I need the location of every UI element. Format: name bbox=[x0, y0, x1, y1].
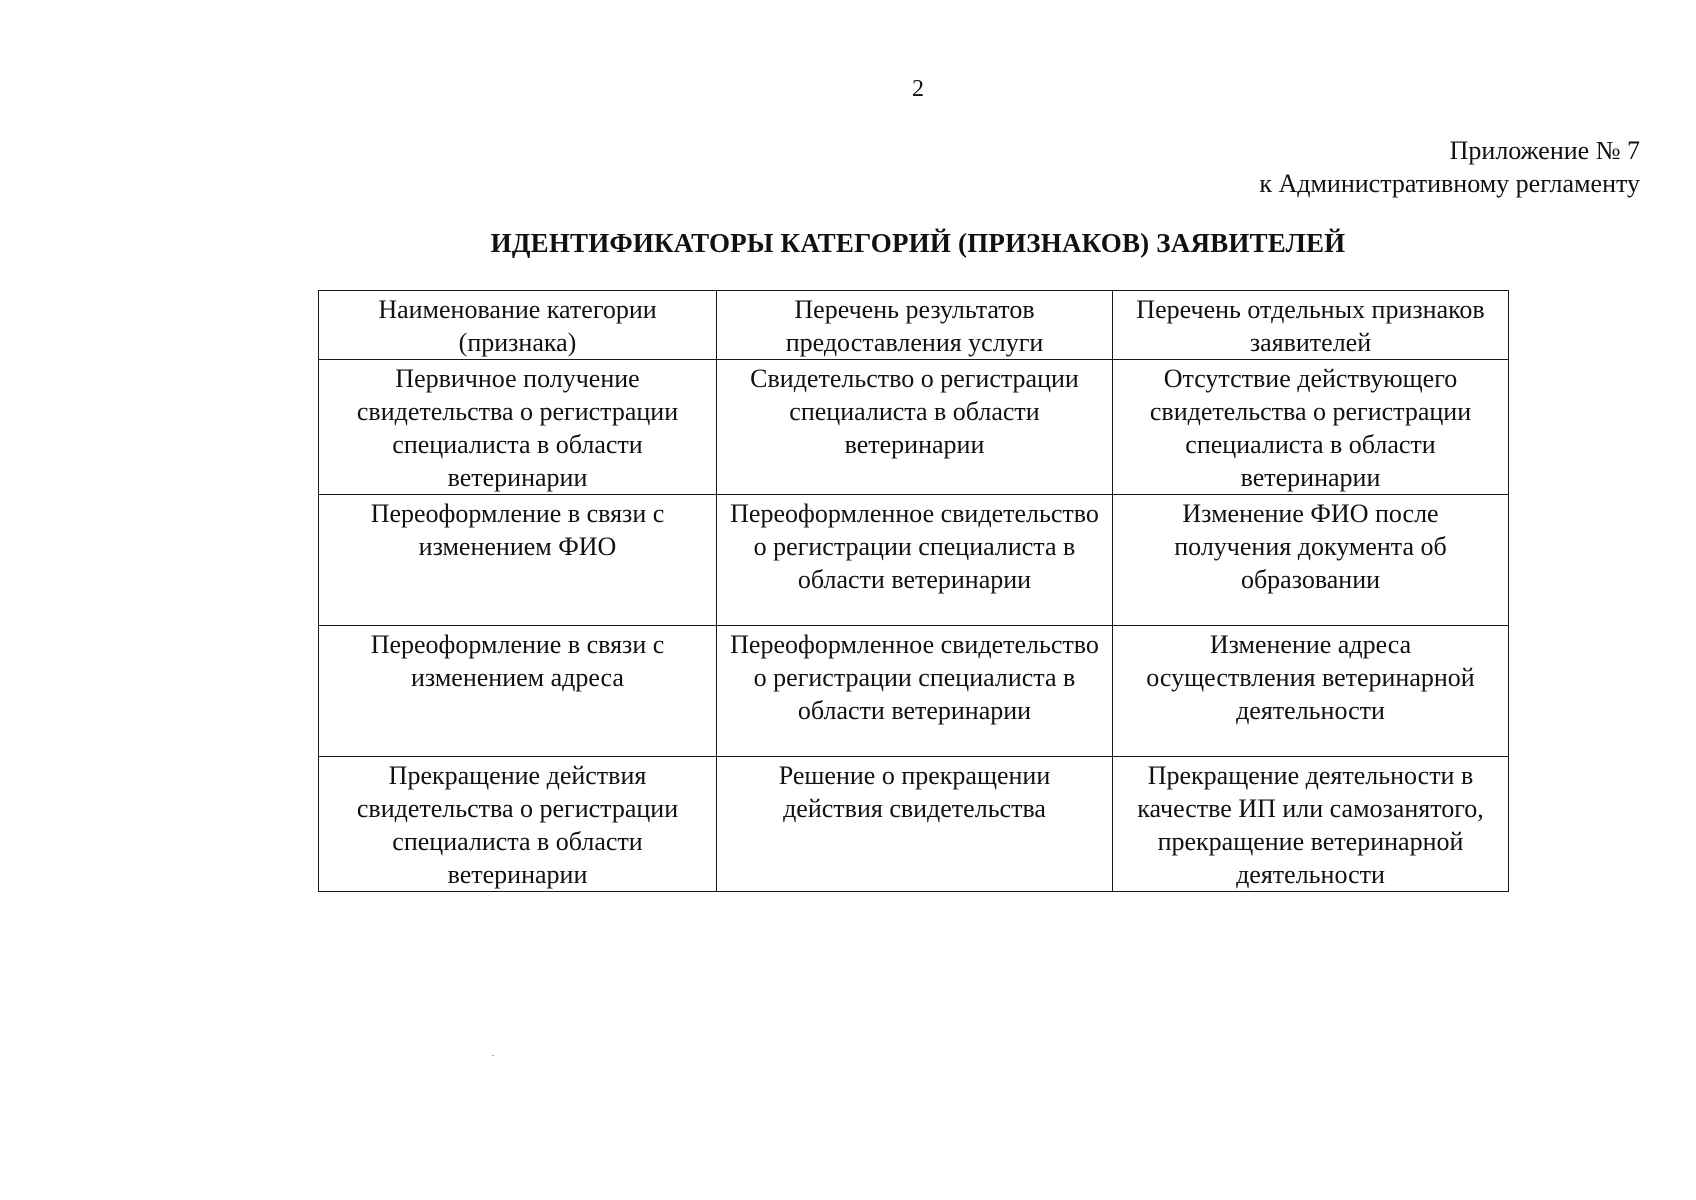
attribute-cell: Прекращение деятельности в качестве ИП или самозанятого, прекращение ветеринарной деятельности bbox=[1113, 757, 1509, 892]
result-cell: Решение о прекращении действия свидетельства bbox=[717, 757, 1113, 892]
category-cell: Первичное получение свидетельства о регистрации специалиста в области ветеринарии bbox=[319, 360, 717, 495]
table-row bbox=[319, 360, 1509, 495]
table-row bbox=[319, 495, 1509, 626]
header-results-list: Перечень результатов предоставления услуги bbox=[717, 291, 1113, 360]
category-cell: Прекращение действия свидетельства о регистрации специалиста в области ветеринарии bbox=[319, 757, 717, 892]
document-title: ИДЕНТИФИКАТОРЫ КАТЕГОРИЙ (ПРИЗНАКОВ) ЗАЯВИТЕЛЕЙ bbox=[490, 228, 1346, 258]
table-header-row bbox=[319, 291, 1509, 360]
category-cell: Переоформление в связи с изменением адреса bbox=[319, 626, 717, 757]
attribute-cell: Изменение ФИО после получения документа об образовании bbox=[1113, 495, 1509, 626]
header-category-name: Наименование категории (признака) bbox=[319, 291, 717, 360]
header-applicant-attributes: Перечень отдельных признаков заявителей bbox=[1113, 291, 1509, 360]
table-row bbox=[319, 626, 1509, 757]
scan-speck bbox=[492, 1055, 494, 1056]
table-row bbox=[319, 757, 1509, 892]
appendix-reference bbox=[1259, 134, 1640, 200]
page-number: 2 bbox=[912, 76, 924, 102]
result-cell: Свидетельство о регистрации специалиста в области ветеринарии bbox=[717, 360, 1113, 495]
result-cell: Переоформленное свидетельство о регистрации специалиста в области ветеринарии bbox=[717, 626, 1113, 757]
result-cell: Переоформленное свидетельство о регистрации специалиста в области ветеринарии bbox=[717, 495, 1113, 626]
appendix-regulation: к Административному регламенту bbox=[1259, 169, 1640, 198]
applicant-categories-table bbox=[318, 290, 1509, 892]
attribute-cell: Отсутствие действующего свидетельства о регистрации специалиста в области ветеринарии bbox=[1113, 360, 1509, 495]
category-cell: Переоформление в связи с изменением ФИО bbox=[319, 495, 717, 626]
attribute-cell: Изменение адреса осуществления ветеринарной деятельности bbox=[1113, 626, 1509, 757]
appendix-number: Приложение № 7 bbox=[1449, 136, 1640, 165]
